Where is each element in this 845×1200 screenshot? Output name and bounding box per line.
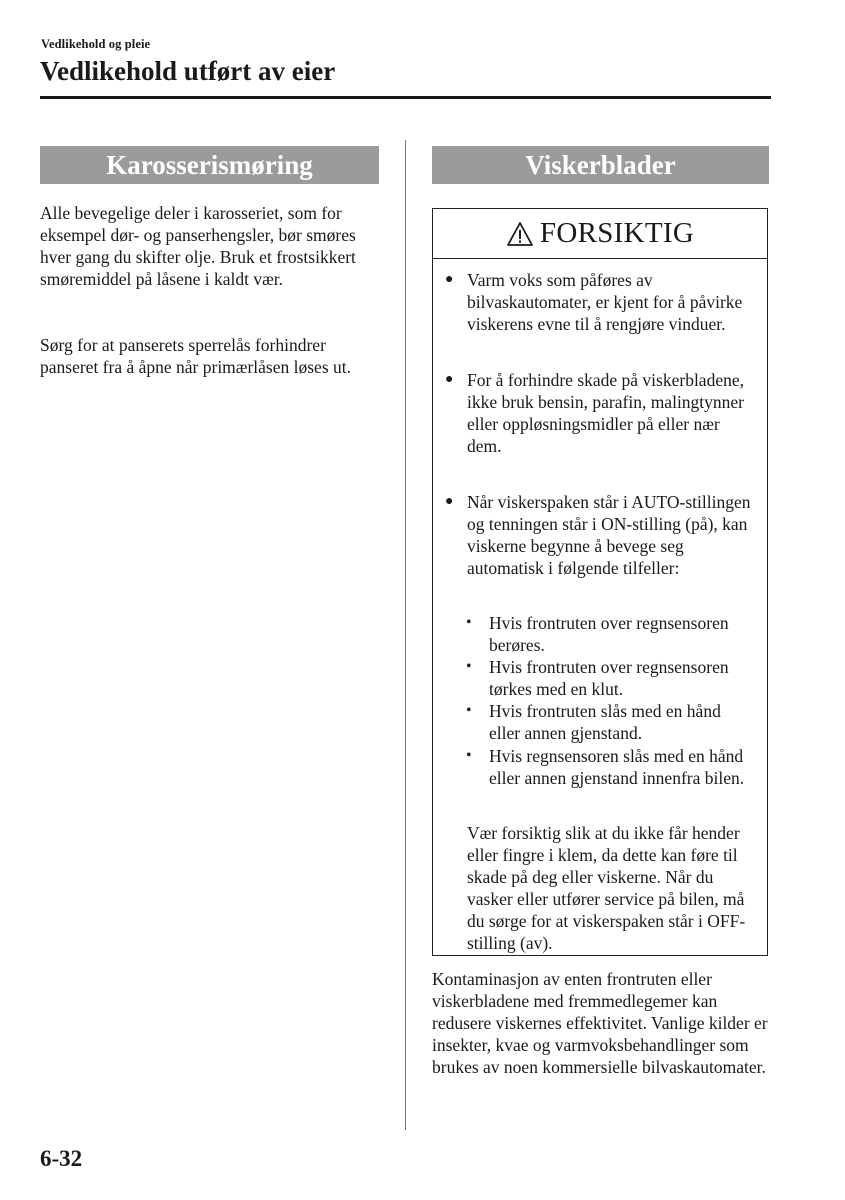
caution-bullet-text: Når viskerspaken står i AUTO-stillingen og tenningen står i ON-stilling (på), kan viskerne begynne å bevege seg automatisk i følgende tilfeller:: [467, 492, 751, 578]
caution-subbullet: [466, 745, 756, 789]
title-rule: [40, 96, 771, 99]
left-paragraph-lubrication: Alle bevegelige deler i karosseriet, som for eksempel dør- og panserhengsler, bør smøres hver gang du skifter olje. Bruk et frostsikkert smøremiddel på låsene i kaldt vær.: [40, 203, 356, 289]
right-paragraph-contamination: Kontaminasjon av enten frontruten eller viskerbladene med fremmedlegemer kan redusere viskernes effektivitet. Vanlige kilder er insekter, kvae og varmvoksbehandlinger som brukes av noen kommersielle bilvaskautomater.: [432, 969, 768, 1077]
caution-subbullet-text: Hvis frontruten slås med en hånd eller annen gjenstand.: [489, 701, 721, 743]
caution-subbullet: [466, 700, 756, 744]
caution-bullet: [445, 491, 755, 579]
bullet-dot: ●: [445, 494, 454, 509]
column-divider: [405, 140, 406, 1130]
page-title: Vedlikehold utført av eier: [40, 56, 336, 86]
caution-note: Vær forsiktig slik at du ikke får hender eller fingre i klem, da dette kan føre til skade på deg eller viskerne. Når du vasker eller utfører service på bilen, må du sørge for at viskerspaken står i OFF-stilling (av).: [467, 823, 746, 953]
caution-bullet-text: Varm voks som påføres av bilvaskautomater, er kjent for å påvirke viskerens evne til å rengjøre vinduer.: [467, 270, 743, 334]
caution-subbullet-text: Hvis regnsensoren slås med en hånd eller annen gjenstand innenfra bilen.: [489, 746, 745, 788]
section-heading-viskerblader: Viskerblader: [432, 146, 769, 184]
subbullet-dot: •: [466, 747, 472, 764]
page-number: 6-32: [40, 1146, 83, 1171]
left-paragraph-hood-latch: Sørg for at panserets sperrelås forhindrer panseret fra å åpne når primærlåsen løses ut.: [40, 335, 351, 377]
subbullet-dot: •: [466, 614, 472, 631]
caution-subbullet-text: Hvis frontruten over regnsensoren tørkes med en klut.: [489, 657, 729, 699]
bullet-dot: ●: [445, 272, 454, 287]
caution-bullet: [445, 369, 755, 457]
caution-box: [432, 208, 768, 956]
caution-subbullet: [466, 656, 756, 700]
subbullet-dot: •: [466, 702, 472, 719]
caution-bullet: [445, 269, 755, 335]
caution-subbullet: [466, 612, 756, 656]
caution-bullet-text: For å forhindre skade på viskerbladene, ikke bruk bensin, parafin, malingtynner eller oppløsningsmidler på eller nær dem.: [467, 370, 745, 456]
caution-header: [433, 209, 767, 259]
breadcrumb: Vedlikehold og pleie: [41, 37, 151, 51]
subbullet-dot: •: [466, 658, 472, 675]
caution-title: FORSIKTIG: [539, 217, 695, 249]
section-heading-karosserismoring: Karosserismøring: [40, 146, 379, 184]
warning-triangle-icon: [506, 221, 534, 247]
bullet-dot: ●: [445, 372, 454, 387]
caution-subbullet-text: Hvis frontruten over regnsensoren berøres.: [489, 613, 729, 655]
